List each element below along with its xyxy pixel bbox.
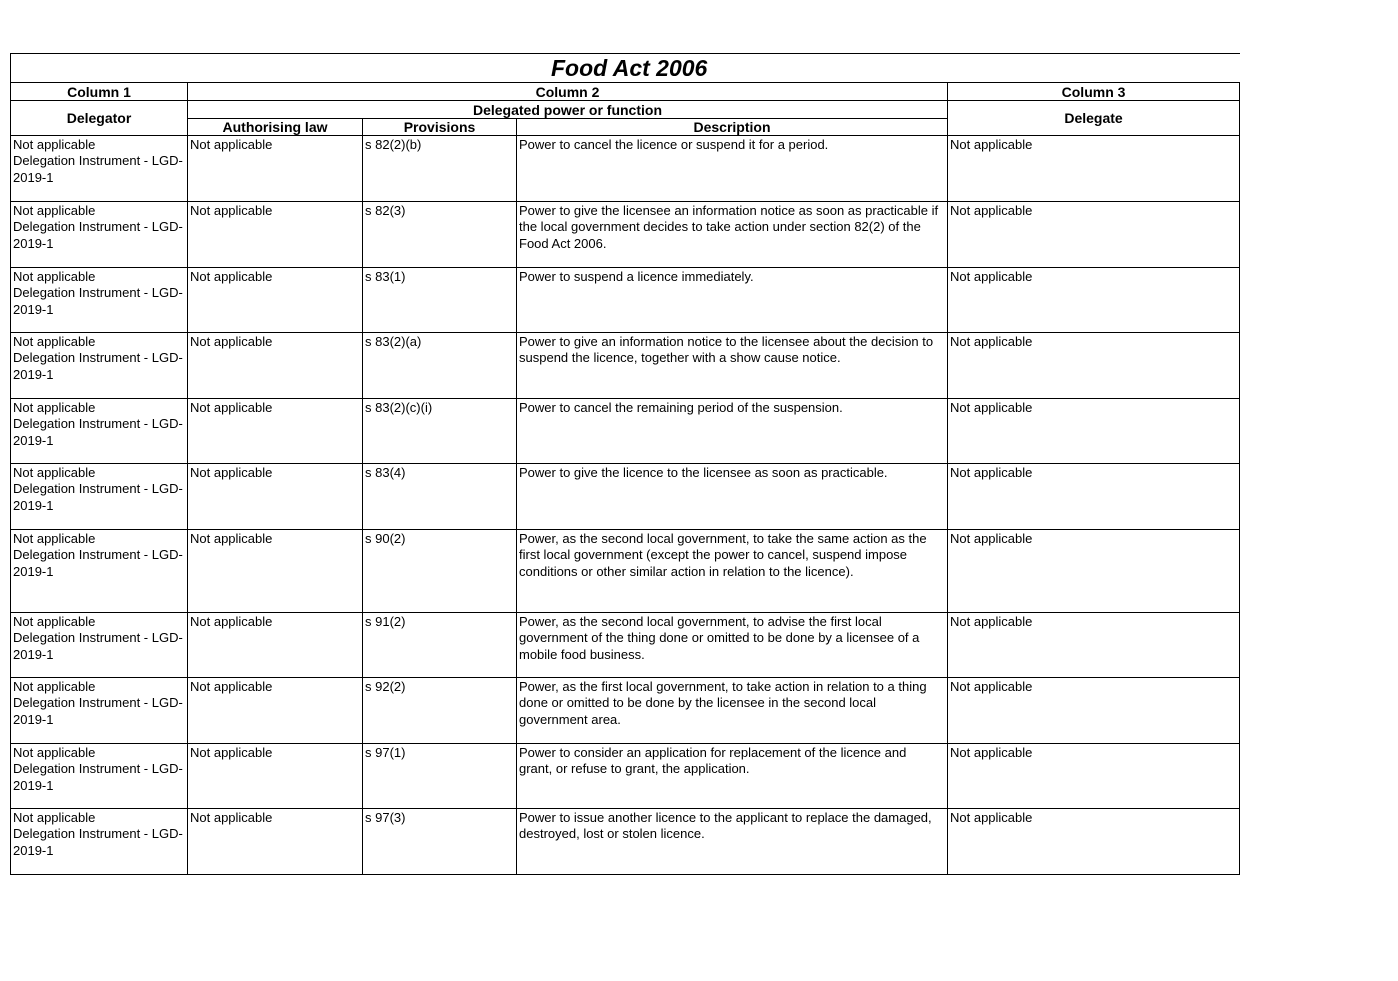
description-cell: Power, as the second local government, to advise the first local government of the thing done or omitted to be done by a licensee of a mobile food business. — [517, 613, 948, 678]
header-description: Description — [517, 119, 948, 136]
authorising-law-cell: Not applicable — [188, 136, 363, 202]
authorising-law-cell: Not applicable — [188, 809, 363, 875]
header-delegated-power: Delegated power or function — [188, 101, 948, 119]
delegate-cell: Not applicable — [948, 399, 1240, 464]
delegator-cell: Not applicable Delegation Instrument - LGD- 2019-1 — [11, 268, 188, 333]
provision-cell: s 92(2) — [363, 678, 517, 744]
delegator-cell: Not applicable Delegation Instrument - LGD- 2019-1 — [11, 399, 188, 464]
authorising-law-cell: Not applicable — [188, 464, 363, 530]
description-cell: Power to consider an application for replacement of the licence and grant, or refuse to grant, the application. — [517, 744, 948, 809]
authorising-law-cell: Not applicable — [188, 678, 363, 744]
delegate-cell: Not applicable — [948, 464, 1240, 530]
provision-cell: s 82(3) — [363, 202, 517, 268]
delegator-cell: Not applicable Delegation Instrument - LGD- 2019-1 — [11, 613, 188, 678]
header-column-3: Column 3 — [948, 83, 1240, 101]
provision-cell: s 97(1) — [363, 744, 517, 809]
delegator-cell: Not applicable Delegation Instrument - LGD- 2019-1 — [11, 744, 188, 809]
header-delegate: Delegate — [948, 101, 1240, 136]
table-row — [11, 613, 1240, 678]
delegator-cell: Not applicable Delegation Instrument - LGD- 2019-1 — [11, 678, 188, 744]
delegate-cell: Not applicable — [948, 333, 1240, 399]
provision-cell: s 82(2)(b) — [363, 136, 517, 202]
delegator-cell: Not applicable Delegation Instrument - LGD- 2019-1 — [11, 136, 188, 202]
provision-cell: s 97(3) — [363, 809, 517, 875]
header-delegator: Delegator — [11, 101, 188, 136]
authorising-law-cell: Not applicable — [188, 268, 363, 333]
description-cell: Power to issue another licence to the applicant to replace the damaged, destroyed, lost or stolen licence. — [517, 809, 948, 875]
delegate-cell: Not applicable — [948, 678, 1240, 744]
description-cell: Power to give an information notice to the licensee about the decision to suspend the licence, together with a show cause notice. — [517, 333, 948, 399]
delegator-cell: Not applicable Delegation Instrument - LGD- 2019-1 — [11, 530, 188, 613]
delegate-cell: Not applicable — [948, 202, 1240, 268]
delegate-cell: Not applicable — [948, 744, 1240, 809]
description-cell: Power to give the licensee an information notice as soon as practicable if the local government decides to take action under section 82(2) of the Food Act 2006. — [517, 202, 948, 268]
delegator-cell: Not applicable Delegation Instrument - LGD- 2019-1 — [11, 333, 188, 399]
provision-cell: s 91(2) — [363, 613, 517, 678]
table-body — [11, 136, 1240, 875]
delegate-cell: Not applicable — [948, 613, 1240, 678]
authorising-law-cell: Not applicable — [188, 744, 363, 809]
table-row — [11, 399, 1240, 464]
authorising-law-cell: Not applicable — [188, 202, 363, 268]
table-row — [11, 678, 1240, 744]
header-provisions: Provisions — [363, 119, 517, 136]
table-row — [11, 136, 1240, 202]
table-row — [11, 464, 1240, 530]
table-row — [11, 530, 1240, 613]
delegate-cell: Not applicable — [948, 136, 1240, 202]
authorising-law-cell: Not applicable — [188, 530, 363, 613]
provision-cell: s 83(2)(a) — [363, 333, 517, 399]
description-cell: Power to give the licence to the licensee as soon as practicable. — [517, 464, 948, 530]
description-cell: Power to cancel the licence or suspend it for a period. — [517, 136, 948, 202]
provision-cell: s 83(4) — [363, 464, 517, 530]
delegate-cell: Not applicable — [948, 530, 1240, 613]
header-column-2: Column 2 — [188, 83, 948, 101]
delegation-sheet — [10, 53, 1239, 875]
delegator-cell: Not applicable Delegation Instrument - LGD- 2019-1 — [11, 202, 188, 268]
table-row — [11, 744, 1240, 809]
table-row — [11, 333, 1240, 399]
description-cell: Power to suspend a licence immediately. — [517, 268, 948, 333]
authorising-law-cell: Not applicable — [188, 399, 363, 464]
description-cell: Power to cancel the remaining period of the suspension. — [517, 399, 948, 464]
authorising-law-cell: Not applicable — [188, 333, 363, 399]
table-row — [11, 202, 1240, 268]
delegate-cell: Not applicable — [948, 809, 1240, 875]
delegate-cell: Not applicable — [948, 268, 1240, 333]
provision-cell: s 90(2) — [363, 530, 517, 613]
description-cell: Power, as the first local government, to take action in relation to a thing done or omitted to be done by the licensee in the second local government area. — [517, 678, 948, 744]
header-authorising-law: Authorising law — [188, 119, 363, 136]
description-cell: Power, as the second local government, to take the same action as the first local government (except the power to cancel, suspend impose conditions or other similar action in relation to the licence). — [517, 530, 948, 613]
delegator-cell: Not applicable Delegation Instrument - LGD- 2019-1 — [11, 809, 188, 875]
header-column-1: Column 1 — [11, 83, 188, 101]
table-row — [11, 809, 1240, 875]
provision-cell: s 83(1) — [363, 268, 517, 333]
authorising-law-cell: Not applicable — [188, 613, 363, 678]
provision-cell: s 83(2)(c)(i) — [363, 399, 517, 464]
delegator-cell: Not applicable Delegation Instrument - LGD- 2019-1 — [11, 464, 188, 530]
table-row — [11, 268, 1240, 333]
delegation-table — [10, 53, 1240, 875]
sheet-title: Food Act 2006 — [11, 54, 1240, 83]
